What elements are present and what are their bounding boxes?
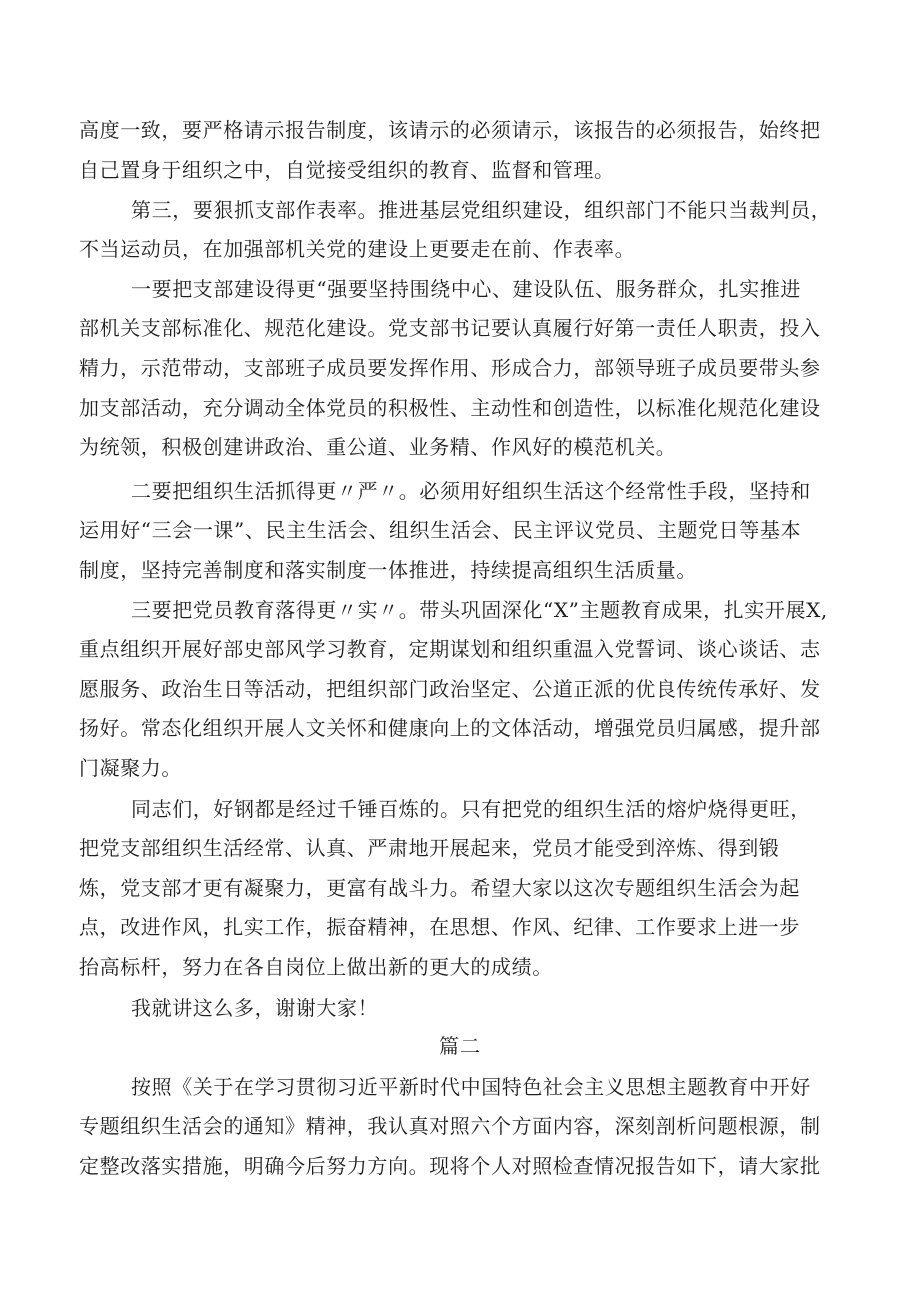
body-line: 专题组织生活会的通知》精神，我认真对照六个方面内容，深刻剖析问题根源，制 (79, 1114, 821, 1138)
body-line: 高度一致，要严格请示报告制度，该请示的必须请示，该报告的必须报告，始终把 (79, 118, 821, 142)
body-line: 为统领，积极创建讲政治、重公道、业务精、作风好的模范机关。 (79, 435, 677, 459)
body-line: 部机关支部标准化、规范化建设。党支部书记要认真履行好第一责任人职责，投入 (79, 316, 821, 340)
body-line: 抬高标杆，努力在各自岗位上做出新的更大的成绩。 (79, 955, 553, 979)
body-line: 扬好。常态化组织开展人文关怀和健康向上的文体活动，增强党员归属感，提升部 (79, 716, 821, 740)
body-line: 同志们，好钢都是经过千锤百炼的。只有把党的组织生活的熔炉烧得更旺， (131, 797, 811, 821)
body-line: 门凝聚力。 (79, 756, 182, 780)
body-line: 把党支部组织生活经常、认真、严肃地开展起来，党员才能受到淬炼、得到锻 (79, 836, 780, 860)
body-line: 二要把组织生活抓得更〃严〃。必须用好组织生活这个经常性手段，坚持和 (131, 479, 811, 503)
body-line: 重点组织开展好部史部风学习教育，定期谋划和组织重温入党誓词、谈心谈话、志 (79, 637, 821, 661)
body-line: 精力，示范带动，支部班子成员要发挥作用、形成合力，部领导班子成员要带头参 (79, 356, 821, 380)
body-line: 自己置身于组织之中，自觉接受组织的教育、监督和管理。 (79, 158, 615, 182)
body-line: 加支部活动，充分调动全体党员的积极性、主动性和创造性，以标准化规范化建设 (79, 396, 821, 420)
body-line: 运用好“三会一课”、民主生活会、组织生活会、民主评议党员、主题党日等基本 (79, 518, 802, 542)
body-line: 不当运动员，在加强部机关党的建设上更要走在前、作表率。 (79, 237, 636, 261)
body-line: 制度，坚持完善制度和落实制度一体推进，持续提高组织生活质量。 (79, 558, 697, 582)
body-line: 按照《关于在学习贯彻习近平新时代中国特色社会主义思想主题教育中开好 (131, 1075, 811, 1099)
body-line: 定整改落实措施，明确今后努力方向。现将个人对照检查情况报告如下，请大家批 (79, 1154, 821, 1178)
body-line: 三要把党员教育落得更〃实〃。带头巩固深化“X”主题教育成果，扎实开展X, (131, 598, 828, 622)
body-line: 一要把支部建设得更“强要坚持围绕中心、建设队伍、服务群众，扎实推进 (131, 277, 802, 301)
body-line: 炼，党支部才更有凝聚力，更富有战斗力。希望大家以这次专题组织生活会为起 (79, 876, 800, 900)
body-line: 第三，要狠抓支部作表率。推进基层党组织建设，组织部门不能只当裁判员， (131, 198, 832, 222)
body-line: 点，改进作风，扎实工作，振奋精神，在思想、作风、纪律、工作要求上进一步 (79, 915, 800, 939)
body-line: 愿服务、政治生日等活动，把组织部门政治坚定、公道正派的优良传统传承好、发 (79, 677, 821, 701)
section-heading: 篇二 (439, 1034, 481, 1058)
body-line: 我就讲这么多，谢谢大家！ (131, 996, 379, 1020)
